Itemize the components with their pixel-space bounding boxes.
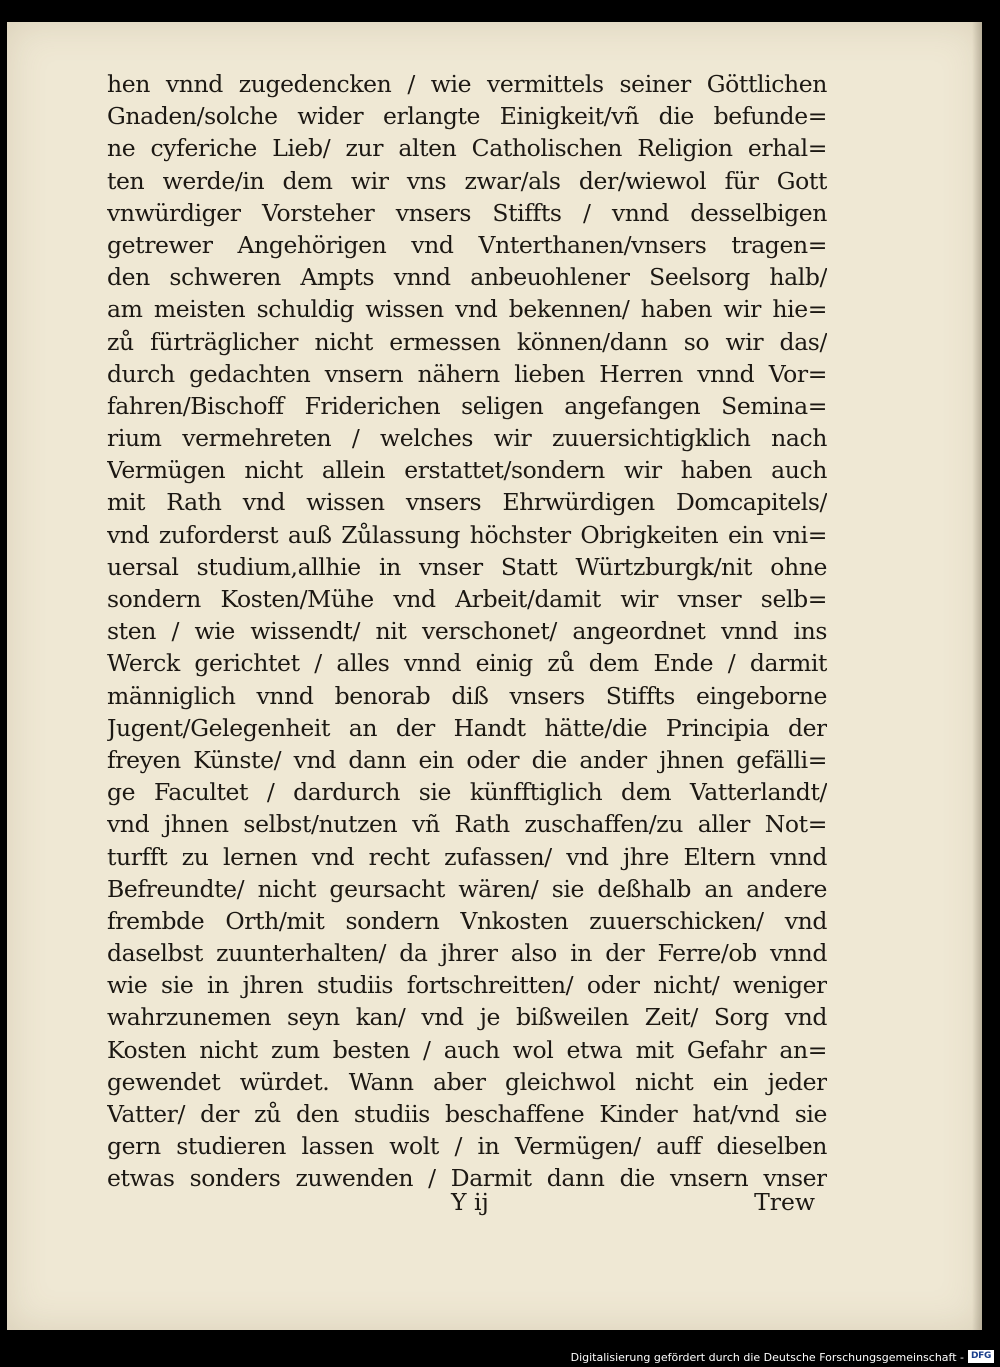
text-line: vnwürdiger Vorsteher vnsers Stiffts / vnnd desselbigen <box>107 198 827 227</box>
text-line: wie sie in jhren studiis fortschreitten/ oder nicht/ weniger <box>107 971 827 1000</box>
text-line: turfft zu lernen vnd recht zufassen/ vnd jhre Eltern vnnd <box>107 842 827 871</box>
text-line: gewendet würdet. Wann aber gleichwol nicht ein jeder <box>107 1067 827 1096</box>
dfg-logo: DFG <box>968 1350 994 1363</box>
text-line: mit Rath vnd wissen vnsers Ehrwürdigen Domcapitels/ <box>107 488 827 517</box>
text-line: freyen Künste/ vnd dann ein oder die ander jhnen gefälli= <box>107 745 827 774</box>
text-line: Vatter/ der zů den studiis beschaffene Kinder hat/vnd sie <box>107 1100 827 1128</box>
text-line: vnd zuforderst auß Zůlassung höchster Obrigkeiten ein vni= <box>107 520 827 549</box>
text-line: Befreundte/ nicht geursacht wären/ sie deßhalb an andere <box>107 874 827 903</box>
text-line: ten werde/in dem wir vns zwar/als der/wiewol für Gott <box>107 166 827 195</box>
page-body-text <box>107 68 827 1195</box>
text-line: durch gedachten vnsern nähern lieben Herren vnnd Vor= <box>107 359 827 388</box>
text-line: wahrzunemen seyn kan/ vnd je bißweilen Zeit/ Sorg vnd <box>107 1003 827 1032</box>
text-line: Gnaden/solche wider erlangte Einigkeit/vñ die befunde= <box>107 102 827 131</box>
text-line: getrewer Angehörigen vnd Vnterthanen/vnsers tragen= <box>107 230 827 259</box>
text-line: sondern Kosten/Mühe vnd Arbeit/damit wir vnser selb= <box>107 585 827 613</box>
page-footer <box>107 1185 815 1219</box>
text-line: Vermügen nicht allein erstattet/sondern wir haben auch <box>107 456 827 485</box>
book-page <box>7 22 982 1330</box>
text-line: rium vermehreten / welches wir zuuersichtigklich nach <box>107 424 827 453</box>
text-line: den schweren Ampts vnnd anbeuohlener Seelsorg halb/ <box>107 263 827 292</box>
text-line: am meisten schuldig wissen vnd bekennen/ haben wir hie= <box>107 295 827 324</box>
text-line: gern studieren lassen wolt / in Vermügen/ auff dieselben <box>107 1132 827 1161</box>
text-line: frembde Orth/mit sondern Vnkosten zuuerschicken/ vnd <box>107 906 827 935</box>
text-line: Kosten nicht zum besten / auch wol etwa mit Gefahr an= <box>107 1035 827 1064</box>
catchword: Trew <box>754 1188 815 1216</box>
text-line: vnd jhnen selbst/nutzen vñ Rath zuschaffen/zu aller Not= <box>107 810 827 839</box>
text-line: männiglich vnnd benorab diß vnsers Stiffts eingeborne <box>107 681 827 710</box>
text-line: etwas sonders zuwenden / Darmit dann die vnsern vnser <box>107 1164 827 1193</box>
signature-mark: Y ij <box>451 1188 489 1216</box>
text-line: fahren/Bischoff Friderichen seligen angefangen Semina= <box>107 391 827 420</box>
text-line: sten / wie wissendt/ nit verschonet/ angeordnet vnnd ins <box>107 617 827 646</box>
text-line: daselbst zuunterhalten/ da jhrer also in der Ferre/ob vnnd <box>107 939 827 968</box>
digitization-credit: Digitalisierung gefördert durch die Deutsche Forschungsgemeinschaft - <box>570 1351 964 1364</box>
text-line: zů fürträglicher nicht ermessen können/dann so wir das/ <box>107 327 827 356</box>
text-line: Jugent/Gelegenheit an der Handt hätte/die Principia der <box>107 713 827 742</box>
text-line: ne cyferiche Lieb/ zur alten Catholischen Religion erhal= <box>107 134 827 163</box>
text-line: ge Facultet / dardurch sie künfftiglich dem Vatterlandt/ <box>107 778 827 807</box>
text-line: hen vnnd zugedencken / wie vermittels seiner Göttlichen <box>107 70 827 98</box>
text-line: uersal studium,allhie in vnser Statt Würtzburgk/nit ohne <box>107 552 827 581</box>
text-line: Werck gerichtet / alles vnnd einig zů dem Ende / darmit <box>107 649 827 678</box>
